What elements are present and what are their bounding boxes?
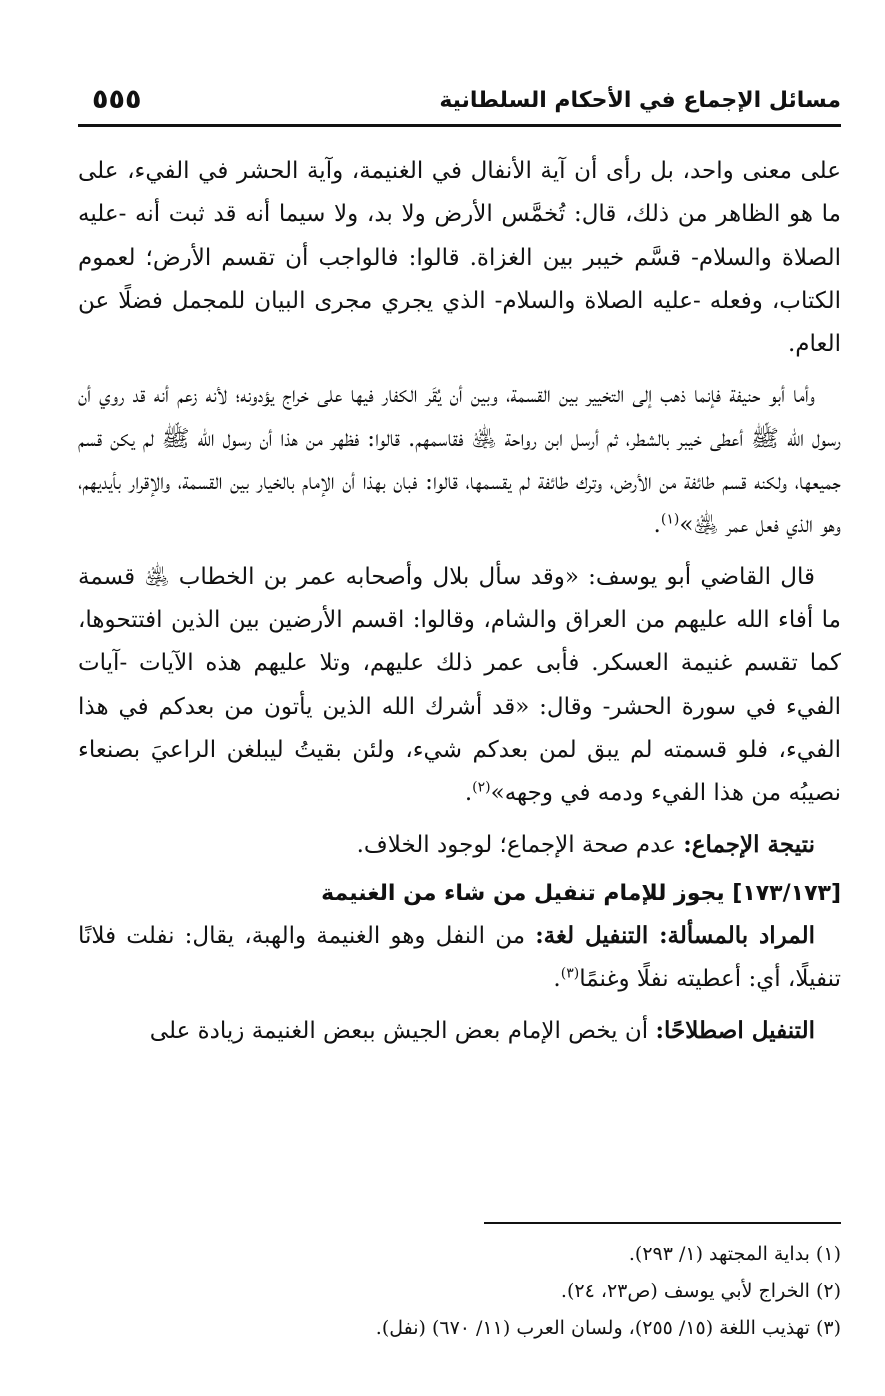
running-header <box>78 84 841 127</box>
paragraph-6-text: أن يخص الإمام بعض الجيش ببعض الغنيمة زيادة على <box>149 1018 656 1045</box>
footnote-ref-1: (١) <box>660 511 680 528</box>
page-number: ٥٥٥ <box>92 84 142 115</box>
consensus-result-label: نتيجة الإجماع: <box>683 831 815 859</box>
main-text <box>78 150 841 1054</box>
section-heading: [١٧٣/١٧٣] يجوز للإمام تنفيل من شاء من الغنيمة <box>321 880 841 906</box>
paragraph-1-text: على معنى واحد، بل رأى أن آية الأنفال في الغنيمة، وآية الحشر في الفيء، على ما هو الظاهر من ذلك، قال: تُخمَّس الأرض ولا بد، ولا سيما أنه قد ثبت أنه -عليه الصلاة والسلام- قسَّم خيبر بين الغزاة. قالوا: فالواجب أن تقسم الأرض؛ لعموم الكتاب، وفعله -عليه الصلاة والسلام- الذي يجري مجرى البيان للمجمل فضلًا عن العام. <box>78 158 841 358</box>
issue-definition-label: المراد بالمسألة: التنفيل لغة: <box>535 921 815 949</box>
footnote-1: (١) بداية المجتهد (١/ ٢٩٣). <box>628 1243 841 1265</box>
footnote-3: (٣) تهذيب اللغة (١٥/ ٢٥٥)، ولسان العرب (١١/ ٦٧٠) (نفل). <box>375 1317 841 1339</box>
technical-definition-label: التنفيل اصطلاحًا: <box>655 1017 815 1045</box>
paragraph-5-text: من النفل وهو الغنيمة والهبة، يقال: نفلت فلانًا تنفيلًا، أي: أعطيته نفلًا وغنمًا <box>78 922 841 993</box>
paragraph-1 <box>78 150 841 366</box>
paragraph-2: وأما أبو حنيفة فإنما ذهب إلى التخيير بين القسمة، وبين أن يُقَر الكفار فيها على خراج يؤدونه؛ لأنه زعم أنه قد روي أن رسول الله ﷺ أعطى خيبر بالشطر، ثم أرسل ابن رواحة ﵁ فقاسمهم. قالوا: فظهر من هذا أن رسول الله ﷺ لم يكن قسم جميعها، ولكنه قسم طائفة من الأرض، وترك طائفة لم يقسمها، قالوا: فبان بهذا أن الإمام بالخيار بين القسمة، والإقرار بأيديهم، وهو الذي فعل عمر ﵁»$^{(١)}$. <box>78 382 841 539</box>
paragraph-5: المراد بالمسألة: التنفيل لغة: من النفل وهو الغنيمة والهبة، يقال: نفلت فلانًا تنفيلًا، أي: أعطيته نفلًا وغنمًا$^{(٣)}$. <box>78 921 841 993</box>
paragraph-4-text: عدم صحة الإجماع؛ لوجود الخلاف. <box>356 832 684 859</box>
footnote-2: (٢) الخراج لأبي يوسف (ص٢٣، ٢٤). <box>560 1280 841 1302</box>
paragraph-3: قال القاضي أبو يوسف: «وقد سأل بلال وأصحابه عمر بن الخطاب ﵁ قسمة ما أفاء الله عليهم من العراق والشام، وقالوا: اقسم الأرضين بين الذين افتتحوها، كما تقسم غنيمة العسكر. فأبى عمر ذلك عليهم، وتلا عليهم هذه الآيات -آيات الفيء في سورة الحشر- وقال: «قد أشرك الله الذين يأتون من بعدكم في هذا الفيء، فلو قسمته لم يبق لمن بعدكم شيء، ولئن بقيتُ ليبلغن الراعيَ بصنعاء نصيبُه من هذا الفيء ودمه في وجهه»$^{(٢)}$. <box>78 563 841 807</box>
footnotes <box>78 1236 841 1347</box>
footnote-divider <box>484 1222 841 1224</box>
paragraph-3-text: قال القاضي أبو يوسف: «وقد سأل بلال وأصحابه عمر بن الخطاب ﵁ قسمة ما أفاء الله عليهم من العراق والشام، وقالوا: اقسم الأرضين بين الذين افتتحوها، كما تقسم غنيمة العسكر. فأبى عمر ذلك عليهم، وتلا عليهم هذه الآيات -آيات الفيء في سورة الحشر- وقال: «قد أشرك الله الذين يأتون من بعدكم في هذا الفيء، فلو قسمته لم يبق لمن بعدكم شيء، ولئن بقيتُ ليبلغن الراعيَ بصنعاء نصيبُه من هذا الفيء ودمه في وجهه» <box>78 563 841 807</box>
footnote-ref-2: (٢) <box>472 779 491 796</box>
footnote-ref-3: (٣) <box>560 965 580 982</box>
paragraph-4 <box>78 823 841 867</box>
running-title: مسائل الإجماع في الأحكام السلطانية <box>439 88 841 113</box>
paragraph-6 <box>78 1009 841 1053</box>
paragraph-2-text: وأما أبو حنيفة فإنما ذهب إلى التخيير بين القسمة، وبين أن يُقَر الكفار فيها على خراج يؤدونه؛ لأنه زعم أنه قد روي أن رسول الله ﷺ أعطى خيبر بالشطر، ثم أرسل ابن رواحة ﵁ فقاسمهم. قالوا: فظهر من هذا أن رسول الله ﷺ لم يكن قسم جميعها، ولكنه قسم طائفة من الأرض، وترك طائفة لم يقسمها، قالوا: فبان بهذا أن الإمام بالخيار بين القسمة، والإقرار بأيديهم، وهو الذي فعل عمر ﵁» <box>78 382 841 539</box>
